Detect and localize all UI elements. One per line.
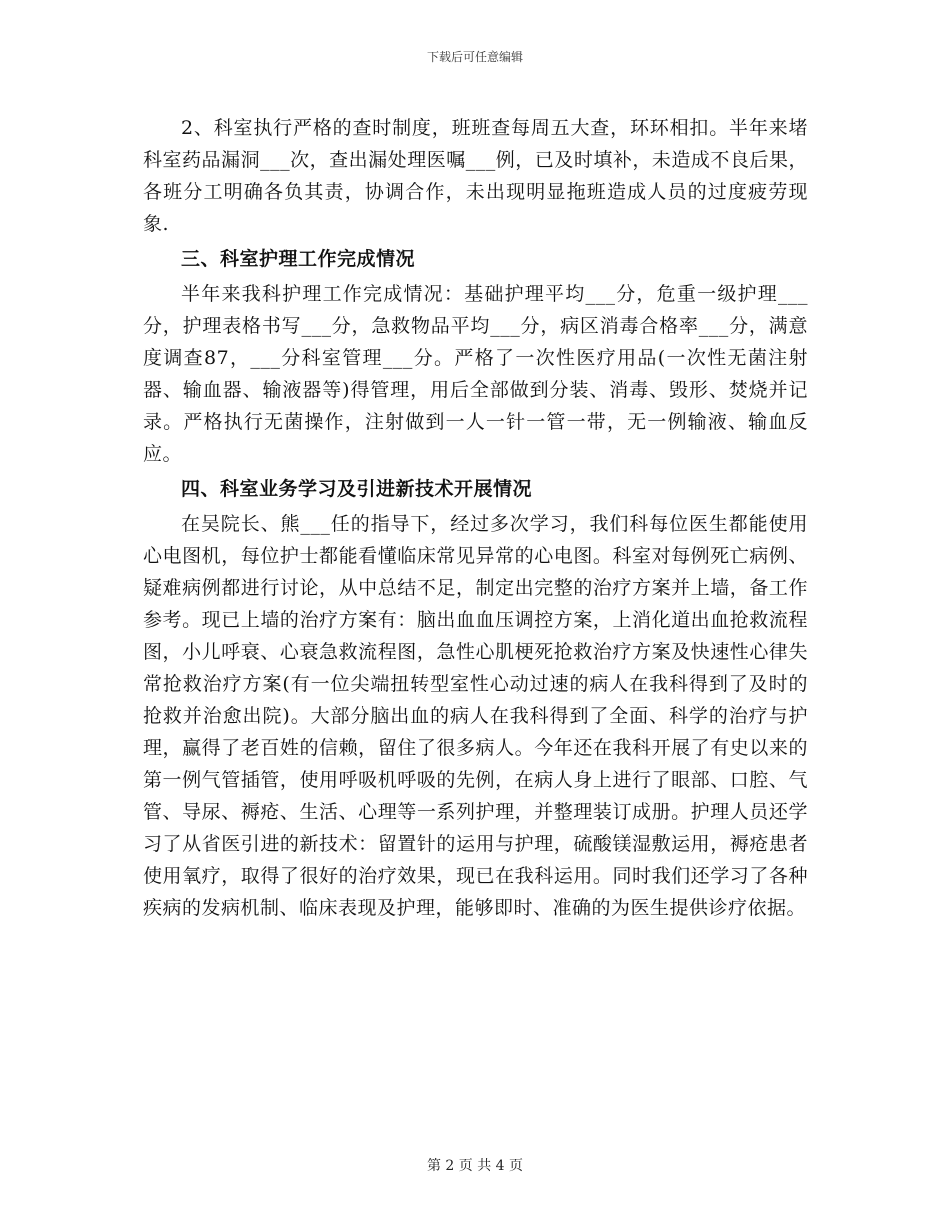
paragraph-nursing-results: 半年来我科护理工作完成情况：基础护理平均___分，危重一级护理___分，护理表格书写___分，急救物品平均___分，病区消毒合格率___分，满意度调查87，___分科室管理___分。严格了一次性医疗用品(一次性无菌注射器、输血器、输液器等)得管理，用后全部做到分装、消毒、毁形、焚烧并记录。严格执行无菌操作，注射做到一人一针一管一带，无一例输液、输血反应。 bbox=[143, 283, 808, 465]
paragraph-study-new-tech: 在吴院长、熊___任的指导下，经过多次学习，我们科每位医生都能使用心电图机，每位护士都能看懂临床常见异常的心电图。科室对每例死亡病例、疑难病例都进行讨论，从中总结不足，制定出完整的治疗方案并上墙，备工作参考。现已上墙的治疗方案有：脑出血血压调控方案，上消化道出血抢救流程图，小儿呼衰、心衰急救流程图，急性心肌梗死抢救治疗方案及快速性心律失常抢救治疗方案(有一位尖端扭转型室性心动过速的病人在我科得到了及时的抢救并治愈出院)。大部分脑出血的病人在我科得到了全面、科学的治疗与护理，赢得了老百姓的信赖，留住了很多病人。今年还在我科开展了有史以来的第一例气管插管，使用呼吸机呼吸的先例，在病人身上进行了眼部、口腔、气管、导尿、褥疮、生活、心理等一系列护理，并整理装订成册。护理人员还学习了从省医引进的新技术：留置针的运用与护理，硫酸镁湿敷运用，褥疮患者使用氧疗，取得了很好的治疗效果，现已在我科运用。同时我们还学习了各种疾病的发病机制、临床表现及护理，能够即时、准确的为医生提供诊疗依据。 bbox=[143, 513, 808, 919]
section-heading-nursing-work: 三、科室护理工作完成情况 bbox=[181, 248, 416, 270]
paragraph-duty-check: 2、科室执行严格的查时制度，班班查每周五大查，环环相扣。半年来堵科室药品漏洞___次，查出漏处理医嘱___例，已及时填补，未造成不良后果，各班分工明确各负其责，协调合作，未出现明显拖班造成人员的过度疲劳现象. bbox=[143, 117, 808, 235]
page-number: 第 2 页 共 4 页 bbox=[426, 1158, 524, 1174]
section-heading-study-new-tech: 四、科室业务学习及引进新技术开展情况 bbox=[181, 478, 533, 500]
document-body bbox=[143, 112, 808, 924]
page-header: 下载后可任意编辑 bbox=[426, 50, 523, 64]
